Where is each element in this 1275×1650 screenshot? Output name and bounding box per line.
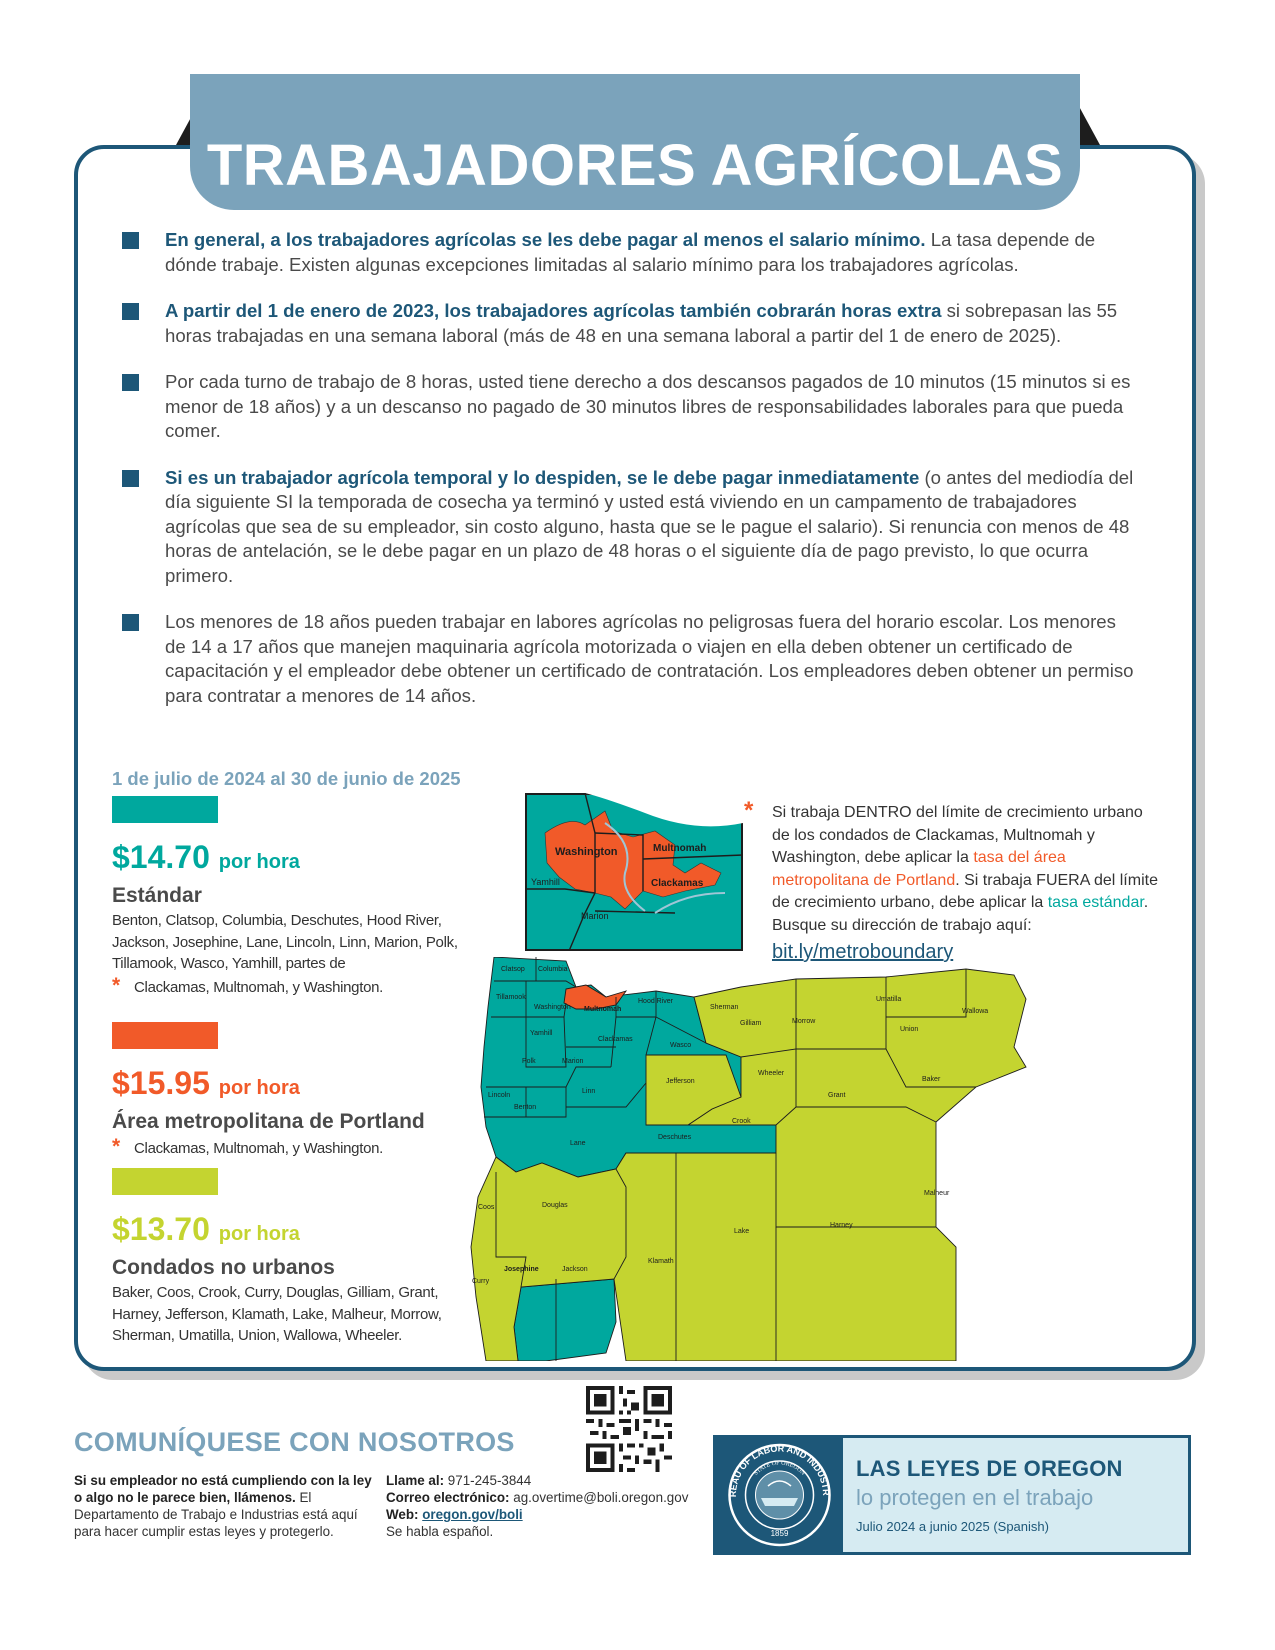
boli-seal-icon (716, 1438, 843, 1552)
laws-text (856, 1456, 1123, 1534)
county-label-lincoln: Lincoln (488, 1092, 511, 1099)
county-label-malheur: Malheur (924, 1190, 950, 1197)
county-label-umatilla: Umatilla (876, 996, 902, 1003)
county-label-clackamas: Clackamas (598, 1036, 633, 1043)
rate-nonurban-name: Condados no urbanos (112, 1256, 335, 1279)
inset-label-washington: Washington (555, 846, 618, 858)
bullet-minimum-wage: En general, a los trabajadores agrícolas se les debe pagar al menos el salario mínimo. La tasa depende de dónde trabaje. Existen algunas excepciones limitadas al salario mínimo para los trabajadores agrícolas. (120, 228, 1140, 277)
bullet-list (120, 228, 1140, 730)
urban-boundary-note: * Si trabaja DENTRO del límite de crecimiento urbano de los condados de Clackamas, Multnomah y Washington, debe aplicar la tasa del área metropolitana de Portland. Si trabaja FUERA del límite de crecimiento urbano, debe aplicar la tasa estándar. Busque su dirección de trabajo aquí: bit.ly/metroboundary (772, 802, 1162, 964)
bullet-square-icon (122, 614, 139, 631)
county-label-linn: Linn (582, 1088, 596, 1095)
contact-title: COMUNÍQUESE CON NOSOTROS (74, 1427, 515, 1457)
laws-title: LAS LEYES DE OREGON (856, 1456, 1123, 1481)
inset-label-yamhill: Yamhill (531, 877, 560, 887)
county-label-coos: Coos (478, 1204, 495, 1211)
laws-subtitle: lo protegen en el trabajo (856, 1485, 1094, 1510)
contact-details (386, 1472, 706, 1540)
asterisk-icon: * (112, 973, 120, 997)
inset-label-clackamas: Clackamas (651, 878, 704, 889)
bullet-breaks: Por cada turno de trabajo de 8 horas, usted tiene derecho a dos descansos pagados de 10 minutos (15 minutos si es menor de 18 años) y a un descanso no pagado de 30 minutos libres de responsabilidades laborales para que pueda comer. (120, 370, 1140, 444)
contact-spanish: Se habla español. (386, 1524, 494, 1539)
county-label-lane: Lane (570, 1140, 586, 1147)
swatch-nonurban (112, 1168, 218, 1195)
county-label-harney: Harney (830, 1222, 853, 1229)
rate-portland-name: Área metropolitana de Portland (112, 1110, 425, 1133)
bullet-overtime: A partir del 1 de enero de 2023, los trabajadores agrícolas también cobrarán horas extra si sobrepasan las 55 horas trabajadas en una semana laboral (más de 48 en una semana laboral a partir del 1 de enero de 2025). (120, 299, 1140, 348)
rate-portland-counties: * Clackamas, Multnomah, y Washington. (112, 1135, 384, 1158)
contact-web: Web: oregon.gov/boli (386, 1507, 523, 1522)
asterisk-icon: * (112, 1135, 120, 1158)
rate-portland (112, 1022, 467, 1160)
bullet-square-icon (122, 232, 139, 249)
portland-inset-map (525, 793, 743, 951)
swatch-portland (112, 1022, 218, 1049)
county-label-multnomah: Multnomah (584, 1006, 622, 1013)
county-label-yamhill: Yamhill (530, 1030, 553, 1037)
county-label-douglas: Douglas (542, 1202, 568, 1209)
county-label-lake: Lake (734, 1228, 750, 1235)
seal-year: 1859 (770, 1529, 789, 1538)
county-label-tillamook: Tillamook (496, 994, 526, 1001)
rate-nonurban-counties: Baker, Coos, Crook, Curry, Douglas, Gilliam, Grant, Harney, Jefferson, Klamath, Lake, Malheur, Morrow, Sherman, Umatilla, Union, Wallowa, Wheeler. (112, 1284, 442, 1344)
county-label-hood-river: Hood River (638, 998, 674, 1005)
county-label-morrow: Morrow (792, 1018, 816, 1025)
county-label-wasco: Wasco (670, 1042, 692, 1049)
county-label-wheeler: Wheeler (758, 1070, 785, 1077)
county-label-polk: Polk (522, 1058, 536, 1065)
rate-nonurban-price: $13.70 por hora (112, 1211, 300, 1247)
rate-standard-counties: Benton, Clatsop, Columbia, Deschutes, Hood River, Jackson, Josephine, Lane, Lincoln, Linn, Marion, Polk, Tillamook, Wasco, Yamhill, partes de * Clackamas, Multnomah, y Washington. (112, 912, 458, 997)
inset-label-marion: Marion (581, 911, 609, 921)
oregon-laws-box (713, 1435, 1191, 1555)
swatch-standard (112, 796, 218, 823)
contact-phone: Llame al: 971-245-3844 (386, 1473, 532, 1488)
rate-standard-name: Estándar (112, 884, 202, 907)
county-label-grant: Grant (828, 1092, 846, 1099)
bullet-square-icon (122, 470, 139, 487)
rate-standard-price: $14.70 por hora (112, 839, 300, 875)
oregon-county-map (466, 957, 1078, 1361)
asterisk-icon: * (744, 797, 754, 824)
county-label-curry: Curry (472, 1278, 490, 1285)
county-label-sherman: Sherman (710, 1004, 739, 1011)
seal-text: REAU OF LABOR AND INDUSTR (727, 1443, 832, 1498)
county-label-deschutes: Deschutes (658, 1134, 692, 1141)
qr-code-icon[interactable] (586, 1386, 672, 1472)
contact-email: Correo electrónico: ag.overtime@boli.oregon.gov (386, 1490, 689, 1505)
seal-state-text: STATE OF OREGON (753, 1460, 806, 1477)
bullet-minors: Los menores de 18 años pueden trabajar en labores agrícolas no peligrosas fuera del horario escolar. Los menores de 14 a 17 años que manejen maquinaria agrícola motorizada o viajen en ella deben obtener un certificado de capacitación y el empleador debe obtener un certificado de contratación. Los empleadores deben obtener un permiso para contratar a menores de 14 años. (120, 610, 1140, 708)
county-label-wallowa: Wallowa (962, 1008, 989, 1015)
rate-portland-price: $15.95 por hora (112, 1065, 300, 1101)
rate-standard (112, 796, 467, 998)
county-label-benton: Benton (514, 1104, 537, 1111)
title-banner (190, 74, 1080, 210)
bullet-square-icon (122, 374, 139, 391)
county-label-clatsop: Clatsop (501, 966, 525, 973)
inset-label-multnomah: Multnomah (653, 843, 707, 854)
county-label-klamath: Klamath (648, 1258, 674, 1265)
contact-description: Si su empleador no está cumpliendo con la ley o algo no le parece bien, llámenos. El Departamento de Trabajo e Industrias está aquí para hacer cumplir estas leyes y protegerlo. (74, 1473, 372, 1539)
county-label-crook: Crook (732, 1118, 751, 1125)
county-label-gilliam: Gilliam (740, 1020, 762, 1027)
page-title: TRABAJADORES AGRÍCOLAS (206, 132, 1064, 198)
date-range: 1 de julio de 2024 al 30 de junio de 2025 (112, 768, 461, 789)
county-label-washington: Washington (534, 1004, 571, 1011)
county-label-marion: Marion (562, 1058, 584, 1065)
county-label-union: Union (900, 1026, 919, 1033)
laws-edition: Julio 2024 a junio 2025 (Spanish) (856, 1519, 1049, 1534)
county-label-josephine: Josephine (504, 1266, 539, 1273)
county-label-columbia: Columbia (538, 966, 568, 973)
bullet-square-icon (122, 303, 139, 320)
county-label-jackson: Jackson (562, 1266, 588, 1273)
rate-nonurban (112, 1168, 467, 1347)
county-label-jefferson: Jefferson (666, 1078, 695, 1085)
metroboundary-link[interactable]: bit.ly/metroboundary (772, 941, 954, 963)
county-label-baker: Baker (922, 1076, 941, 1083)
bullet-final-pay: Si es un trabajador agrícola temporal y lo despiden, se le debe pagar inmediatamente (o antes del mediodía del día siguiente SI la temporada de cosecha ya terminó y usted está viviendo en un campamento de trabajadores agrícolas que sea de su empleador, sin costo alguno, hasta que se le pague el salario). Si renuncia con menos de 48 horas de antelación, se le debe pagar en un plazo de 48 horas o el siguiente día de pago previsto, lo que ocurra primero. (120, 466, 1140, 589)
